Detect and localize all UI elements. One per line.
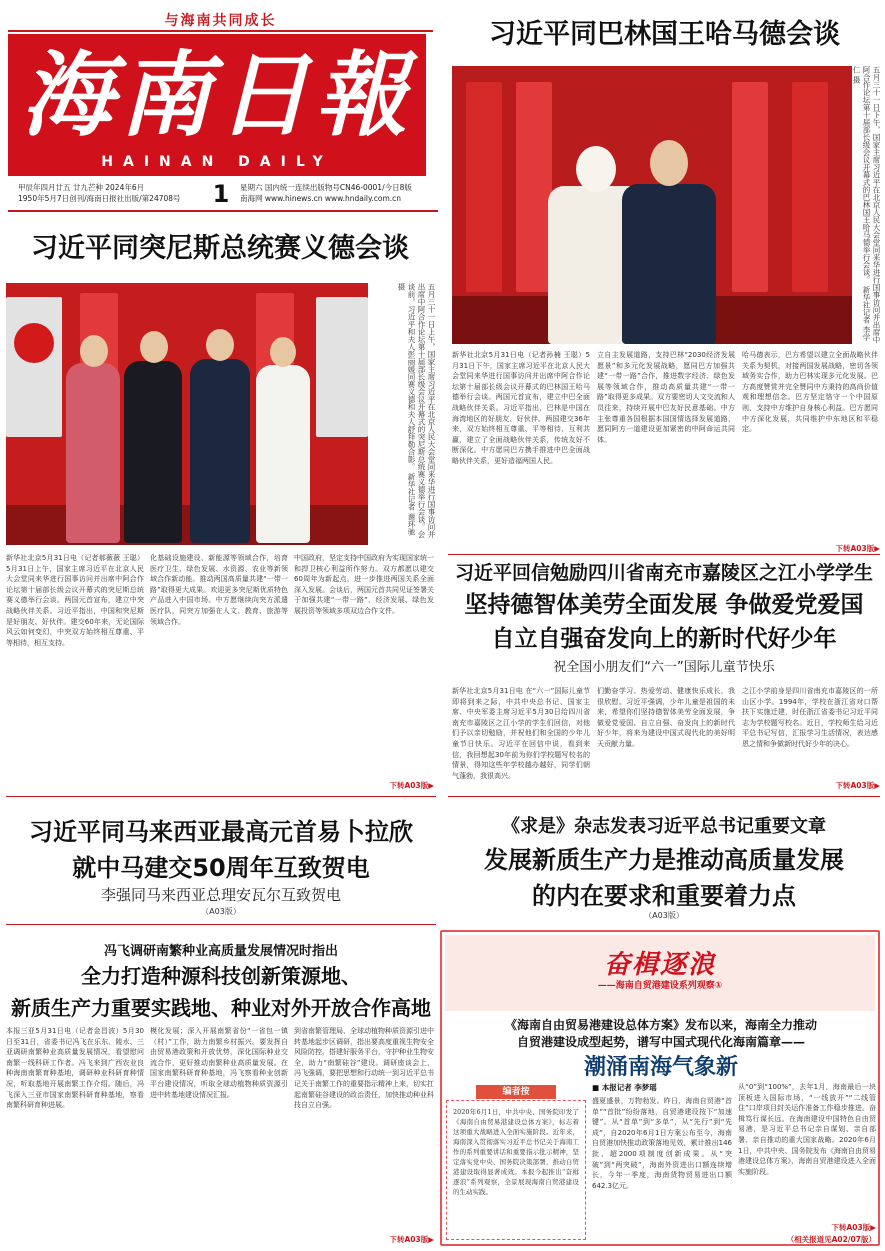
headline-bahrain[interactable]: 习近平同巴林国王哈马德会谈 — [489, 19, 840, 50]
photo-credit: 新华社记者 谢环驰 摄 — [397, 283, 416, 536]
headline-sichuan-main2[interactable]: 自立自强奋发向上的新时代好少年 — [491, 626, 837, 652]
headline-qiushi-2[interactable]: 的内在要求和重要着力点 — [532, 882, 796, 910]
headline-sichuan-kicker[interactable]: 习近平回信勉励四川省南充市嘉陵区之江小学学生 — [454, 562, 873, 584]
feature-series-title: ——海南自贸港建设系列观察① — [597, 981, 723, 991]
article-sichuan-col2: 们勤奋学习、热爱劳动、健康快乐成长，我很欣慰。习近平强调，少年儿童是祖国的未来，希望你们坚持德智体美劳全面发展，争做爱党爱国、自立自强、奋发向上的新时代好少年，将来为建设中国式现代化的美好明天贡献力量。 — [597, 687, 735, 748]
headline-malaysia-2[interactable]: 就中马建交50周年互致贺电 — [72, 854, 370, 882]
headline-feng-kicker[interactable]: 冯飞调研南繁种业高质量发展情况时指出 — [103, 944, 338, 959]
editor-note-text: 2020年6月1日，中共中央、国务院印发了《海南自由贸易港建设总体方案》，标志着这项重大战略进入全面实施阶段。近年来，海南深入贯彻落实习近平总书记关于海南工作的系列重要讲话和重要指示批示精神，坚定落实党中央、国务院决策部署，推动自贸港建设取得显著成效。本报今起推出“奋楫逐浪”系列观察，全景展现海南自贸港建设的生动实践。 — [453, 1108, 579, 1196]
editor-note-label: 编者按 — [476, 1085, 556, 1099]
logo-english: HAINAN DAILY — [101, 154, 333, 170]
article-tunisia-col2: 化基础设施建设、新能源等领域合作，培育医疗卫生、绿色发展、水资源、农业等新领域合作新动能。推动两国高质量共建“一带一路”取得更大成果。欢迎更多突尼斯优质特色产品进入中国市场。中方愿继续向突方派遣医疗队，同突方加强在人文、教育、旅游等领域合作。 — [150, 554, 288, 626]
photo-caption-bahrain: 五月三十一日下午，国家主席习近平在北京人民大会堂同来华进行国事访问并出席中阿合作论坛第十届部长级会议开幕式的巴林国王哈马德举行会谈。 新华社记者 李学仁 摄 — [852, 66, 881, 344]
article-feature-col1: 盛夏盛景，万物勃发。昨日，海南自贸港“首单”“首批”纷纷落地，自贸港建设按下“加速键”。从“首单”到“多单”，从“先行”到“先成”，自2020年6月1日方案公布至今，海南自贸港加快推动政策落地见效，累计推出146批、超2000项制度创新成果。从“突破”到“两突破”，海南外资进出口额连续增长，今年一季度，海南货物贸易进出口额642.3亿元。 — [592, 1097, 732, 1190]
publication-info — [240, 182, 435, 204]
photo-bahrain-meeting — [452, 66, 852, 344]
masthead-slogan: 与海南共同成长 — [164, 13, 277, 29]
article-sichuan-col1: 新华社北京5月31日电 在“六一”国际儿童节即将到来之际，中共中央总书记、国家主席、中央军委主席习近平5月30日给四川省南充市嘉陵区之江小学的学生们回信，对他们予以亲切勉励，并祝他们和全国的少年儿童节日快乐。习近平在回信中说，看到来信，我回想起30年前为你们学校题写校名的情景，得知这些年学校越办越好，同学们朝气蓬勃，我很高兴。 — [452, 687, 590, 780]
article-bahrain-col1: 新华社北京5月31日电（记者孙楠 王聪）5月31日下午，国家主席习近平在北京人民大会堂同来华进行国事访问并出席中阿合作论坛第十届部长级会议开幕式的巴林国王哈马德举行会谈。两国元首宣布，建立中巴全面战略伙伴关系。习近平指出，巴林是中国在海湾地区的好朋友、好伙伴。两国建交36年来，双方始终相互尊重、平等相待、互利共赢，建立了全面战略伙伴关系，传统友好不断深化。中方愿同巴方携手推进中巴全面战略伙伴关系，更好造福两国人民。 — [452, 351, 590, 465]
continued-link[interactable]: 下转A03版▶ — [389, 781, 434, 790]
subhead-sichuan: 祝全国小朋友们“六一”国际儿童节快乐 — [553, 660, 775, 675]
divider — [6, 924, 436, 925]
article-bahrain-col2: 立自主发展道路，支持巴林“2030经济发展愿景”和多元化发展战略，愿同巴方加强共建“一带一路”合作，推进数字经济、绿色发展等领域合作，推动高质量共建“一带一路”取得更多成果。双方要密切人文交流和人员往来，持续开展中巴友好民意基础。中方主张尊重各国根据本国国情选择发展道路，愿同阿方一道建设更加紧密的中阿命运共同体。 — [597, 351, 735, 444]
article-bahrain-col3: 哈马德表示，巴方希望以建立全面战略伙伴关系为契机，对接两国发展战略，密切各领域务实合作，助力巴林实现多元化发展。巴方高度赞赏并完全赞同中方秉持的高尚价值观和理想信念。巴方坚定恪守一个中国原则，支持中方维护自身核心利益。巴方愿同中方深化发展，共同维护中东地区和平稳定。 — [742, 351, 878, 434]
headline-feng-1[interactable]: 全力打造种源科技创新策源地、 — [81, 964, 361, 988]
page-number: 1 — [212, 180, 230, 208]
article-tunisia-col1: 新华社北京5月31日电（记者郝薇薇 王聪）5月31日上午，国家主席习近平在北京人民大会堂同来华进行国事访问并出席中阿合作论坛第十届部长级会议开幕式的突尼斯总统赛义德举行会谈。两国元首宣布，建立中突战略伙伴关系。习近平指出，中国和突尼斯是好朋友、好伙伴。建交60年来，无论国际风云如何变幻，中突双方始终相互尊重、平等相待，相互支持。 — [6, 554, 144, 647]
continued-link[interactable]: 下转A03版▶ — [835, 544, 880, 553]
divider — [8, 30, 433, 32]
subhead-malaysia: 李强同马来西亚总理安瓦尔互致贺电 — [100, 886, 341, 904]
issue-weekday: 星期六 国内统一连续出版物号CN46-0001/今日8版 — [240, 183, 412, 192]
headline-tunisia[interactable]: 习近平同突尼斯总统赛义德会谈 — [31, 233, 409, 264]
page-reference[interactable]: （A03版） — [201, 907, 241, 916]
logo-chinese: 海南日報 — [20, 41, 413, 149]
issue-info — [18, 182, 208, 204]
headline-feature-main[interactable]: 潮涌南海气象新 — [583, 1055, 738, 1080]
headline-malaysia-1[interactable]: 习近平同马来西亚最高元首易卜拉欣 — [29, 818, 413, 846]
headline-feng-2[interactable]: 新质生产力重要实践地、种业对外开放合作高地 — [11, 996, 431, 1020]
divider — [6, 796, 436, 797]
feature-series-logo: 奋楫逐浪 — [603, 950, 716, 980]
article-feng-col2: 模化发展；深入开展南繁省份“一省包一镇（村）”工作，助力南繁乡村振兴。要发挥自由贸易港政策和开放优势，深化国际种业交流合作，更好推动南繁种业高质量发展。在国家南繁科研育种基地，冯飞察看种业创新平台建设情况，听取全球动植物种质资源引进中转基地建设情况汇报。 — [150, 1027, 288, 1099]
photo-credit: 新华社记者 李学仁 摄 — [852, 66, 871, 341]
continued-link[interactable]: 下转A03版▶ — [831, 1223, 876, 1232]
page-reference[interactable]: （A03版） — [644, 911, 684, 920]
issue-date: 甲辰年四月廿五 廿九芒种 2024年6月 — [18, 183, 145, 192]
divider — [448, 554, 880, 555]
divider — [8, 210, 438, 212]
headline-feature-1[interactable]: 《海南自由贸易港建设总体方案》发布以来，海南全力推动 — [504, 1018, 817, 1032]
headline-sichuan-main1[interactable]: 坚持德智体美劳全面发展 争做爱党爱国 — [464, 592, 864, 618]
editor-note-box — [446, 1100, 586, 1240]
photo-tunisia-meeting — [6, 283, 368, 545]
continued-link[interactable]: 下转A03版▶ — [835, 781, 880, 790]
website-links[interactable]: 南海网 www.hinews.cn www.hndaily.com.cn — [240, 194, 402, 203]
byline: ■ 本报记者 李梦瑶 — [592, 1083, 657, 1092]
headline-qiushi-kicker[interactable]: 《求是》杂志发表习近平总书记重要文章 — [502, 816, 826, 837]
continued-link[interactable]: 下转A03版▶ — [389, 1235, 434, 1244]
article-feng-col3: 到省南繁管理局、全球动植物种质资源引进中转基地起步区调研，指出要高度重视生物安全风险防控，搭建好服务平台，守护种业生物安全，助力“南繁硅谷”建设。调研座谈会上，冯飞强调，要把思想和行动统一到习近平总书记关于南繁工作的重要指示精神上来，切实扛起南繁硅谷建设的政治责任，加快推动种业科技自立自强。 — [294, 1027, 434, 1110]
headline-qiushi-1[interactable]: 发展新质生产力是推动高质量发展 — [484, 846, 844, 874]
article-feature-col2: 从“0”到“100%”，去年1月，海南最后一块顶板进入国际市场，“一线放开”“二线管住”口岸项目封关运作准备工作稳步推进。奋楫笃行谋长远。在海南建设中国特色自由贸易港，是习近平总书记亲自谋划、亲自部署、亲自推动的重大国家战略。2020年6月1日，中共中央、国务院发布《海南自由贸易港建设总体方案》，海南自贸港建设进入全面实施阶段。 — [738, 1083, 876, 1176]
article-feng-col1: 本报三亚5月31日电（记者金昌波）5月30日至31日，省委书记冯飞在乐东、陵水、三亚调研南繁种业高质量发展情况，看望慰问南繁一线科研工作者。冯飞来到广西农业良种海南南繁育种基地，调研种业科研育种情况，听取基地开展南繁工作介绍。随后，冯飞深入三亚市国家南繁科研育种基地，察看南繁科研育种进展。 — [6, 1027, 144, 1110]
article-tunisia-col3: 中国政府，坚定支持中国政府为实现国家统一和捍卫核心利益所作努力。双方都愿以建交60周年为新起点，进一步推进两国关系全面深入发展。会谈后，两国元首共同见证签署关于加强共建“一带一路”、经济发展、绿色发展投资等领域多项双边合作文件。 — [294, 554, 434, 615]
issue-number: 1950年5月7日创刊/海南日报社出版/第24708号 — [18, 194, 181, 203]
photo-caption-tunisia: 五月三十一日上午，国家主席习近平在北京人民大会堂同来华进行国事访问并出席中阿合作论坛第十届部长级会议开幕式的突尼斯总统赛义德举行会谈。会谈前，习近平和夫人彭丽媛同赛义德和夫人舒拜勒合影。 新华社记者 谢环驰 摄 — [397, 283, 436, 538]
related-reference[interactable]: （相关报道见A02/07版） — [786, 1235, 876, 1244]
divider — [448, 796, 880, 797]
headline-feature-2[interactable]: 自贸港建设成型起势，谱写中国式现代化海南篇章—— — [516, 1035, 805, 1049]
article-sichuan-col3: 之江小学前身是四川省南充市嘉陵区的一所山区小学。1994年，学校在浙江省对口帮扶下实施迁建，时任浙江省委书记习近平同志为学校题写校名。近日，学校师生给习近平总书记写信，汇报学习生活情况，表达感恩之情和争做新时代好少年的决心。 — [742, 687, 878, 748]
